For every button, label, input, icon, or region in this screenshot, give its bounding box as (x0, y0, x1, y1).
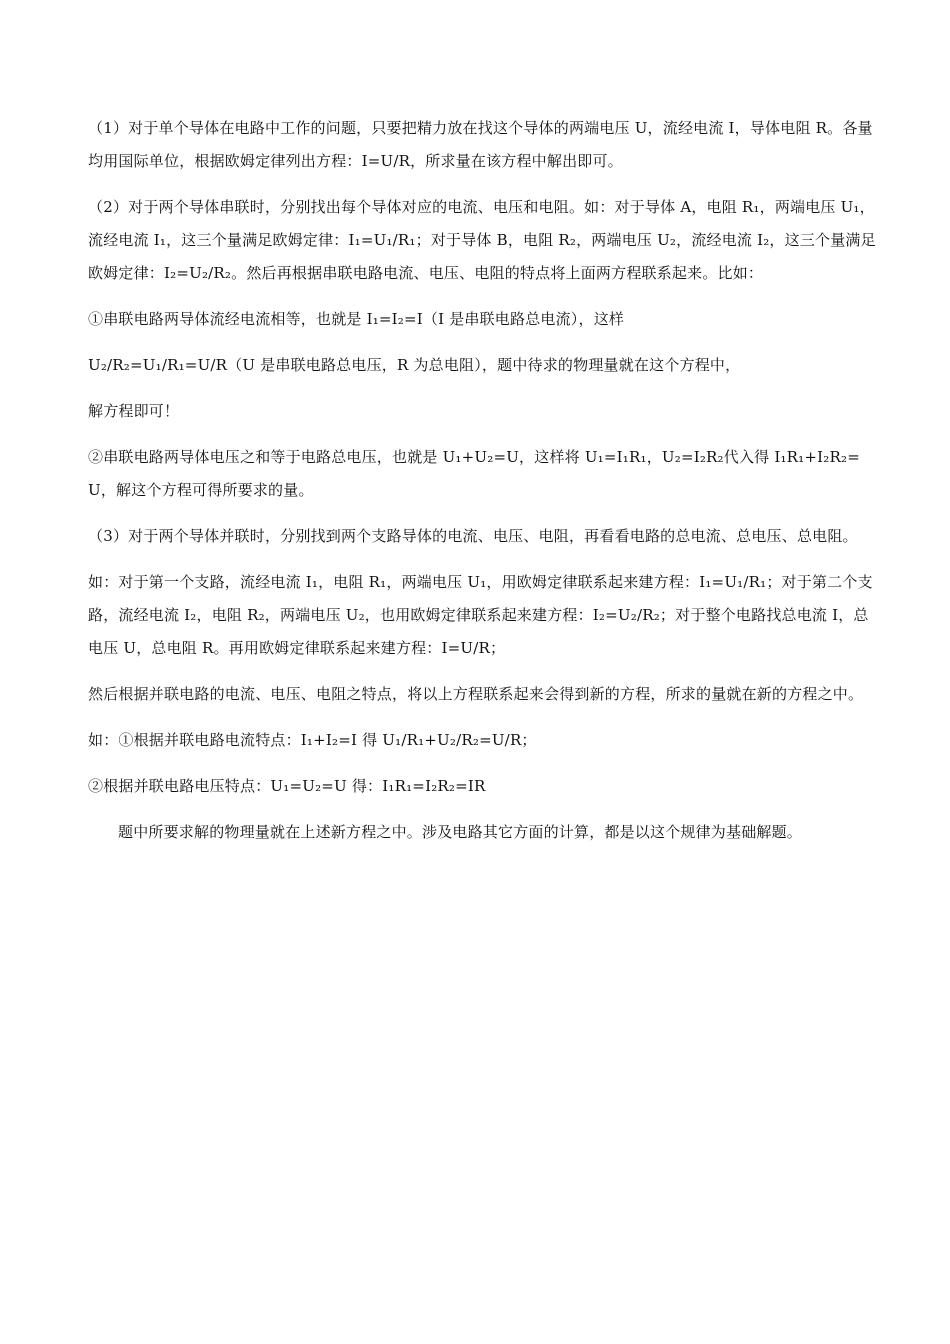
paragraph-series-voltage-sum: ②串联电路两导体电压之和等于电路总电压，也就是 U₁+U₂=U，这样将 U₁=I₁R₁，U₂=I₂R₂代入得 I₁R₁+I₂R₂=U，解这个方程可得所要求的量。 (88, 448, 860, 499)
paragraph-single-conductor: （1）对于单个导体在电路中工作的问题，只要把精力放在找这个导体的两端电压 U，流经电流 I，导体电阻 R。各量均用国际单位，根据欧姆定律列出方程：I=U/R，所求量在该方程中解出即可。 (88, 119, 873, 170)
paragraph-solve: 解方程即可！ (88, 402, 180, 420)
paragraph-conclusion: 题中所要求解的物理量就在上述新方程之中。涉及电路其它方面的计算，都是以这个规律为基础解题。 (118, 823, 803, 841)
paragraph-parallel-branches: 如：对于第一个支路，流经电流 I₁，电阻 R₁，两端电压 U₁，用欧姆定律联系起来建方程：I₁=U₁/R₁；对于第二个支路，流经电流 I₂，电阻 R₂，两端电压 U₂，也用欧姆定律联系起来建方程：I₂=U₂/R₂；对于整个电路找总电流 I，总电压 U，总电阻 R。再用欧姆定律联系起来建方程：I=U/R； (88, 573, 873, 657)
paragraph-parallel-current: 如：①根据并联电路电流特点：I₁+I₂=I 得 U₁/R₁+U₂/R₂=U/R； (88, 731, 537, 749)
paragraph-parallel-conductors: （3）对于两个导体并联时，分别找到两个支路导体的电流、电压、电阻，再看看电路的总电流、总电压、总电阻。 (88, 527, 858, 545)
paragraph-series-current-equal: ①串联电路两导体流经电流相等，也就是 I₁=I₂=I（I 是串联电路总电流），这样 (88, 310, 625, 328)
document-page (88, 112, 878, 862)
paragraph-series-conductors: （2）对于两个导体串联时，分别找出每个导体对应的电流、电压和电阻。如：对于导体 A，电阻 R₁，两端电压 U₁，流经电流 I₁，这三个量满足欧姆定律：I₁=U₁/R₁；对于导体 B，电阻 R₂，两端电压 U₂，流经电流 I₂，这三个量满足欧姆定律：I₂=U₂/R₂。然后再根据串联电路电流、电压、电阻的特点将上面两方程联系起来。比如： (88, 198, 876, 282)
paragraph-parallel-combine: 然后根据并联电路的电流、电压、电阻之特点，将以上方程联系起来会得到新的方程，所求的量就在新的方程之中。 (88, 685, 864, 703)
paragraph-parallel-voltage: ②根据并联电路电压特点：U₁=U₂=U 得：I₁R₁=I₂R₂=IR (88, 777, 486, 795)
paragraph-series-equation: U₂/R₂=U₁/R₁=U/R（U 是串联电路总电压，R 为总电阻），题中待求的物理量就在这个方程中， (88, 356, 741, 374)
